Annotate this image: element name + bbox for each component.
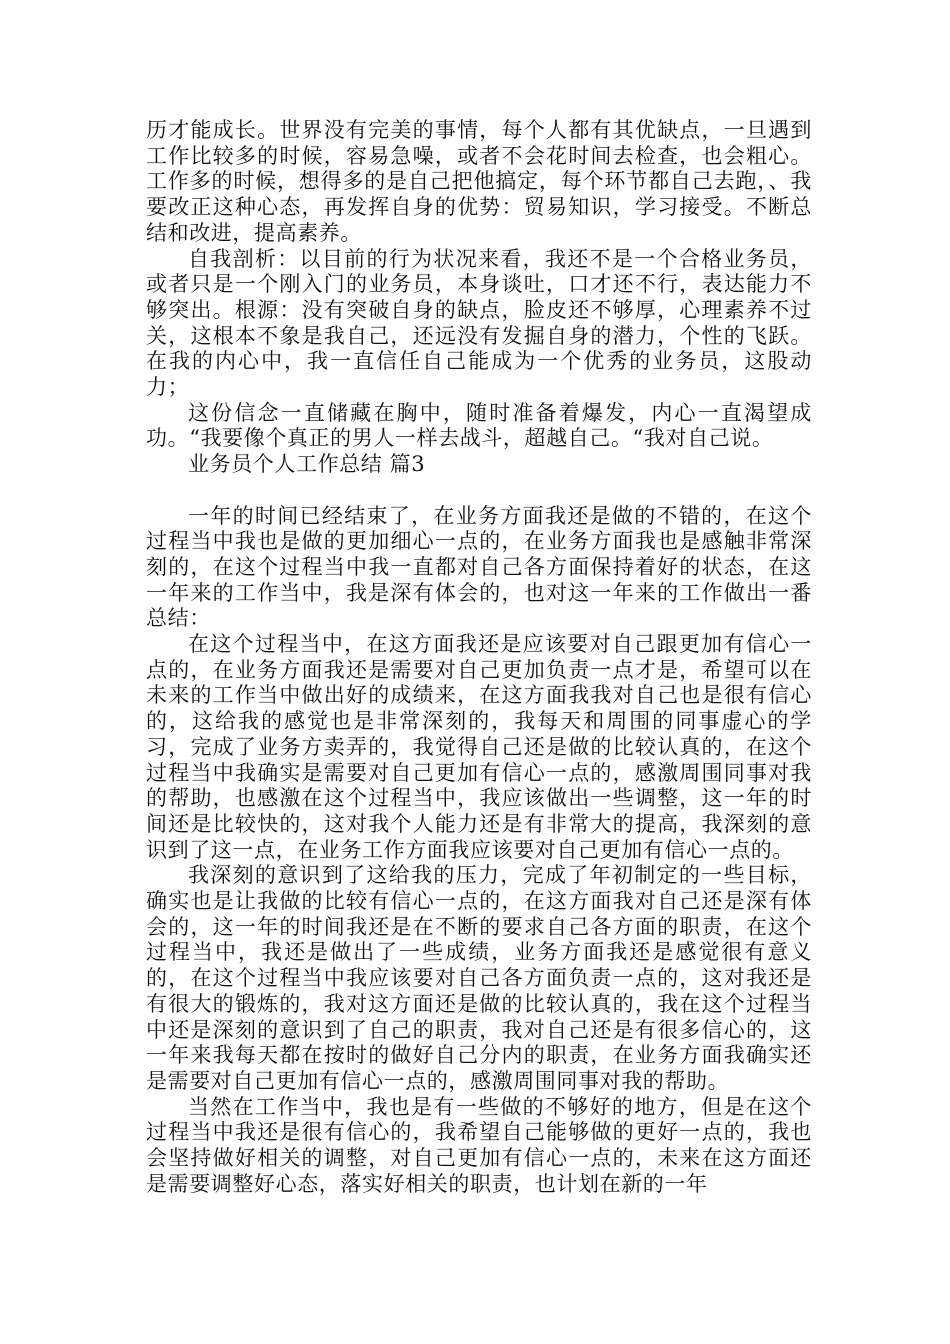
paragraph-confidence: 在这个过程当中，在这方面我还是应该要对自己跟更加有信心一点的，在业务方面我还是需要对自己更加负责一点才是，希望可以在未来的工作当中做出好的成绩来，在这方面我我对自己也是很有信心的，这给我的感觉也是非常深刻的，我每天和周围的同事虚心的学习，完成了业务方卖弄的，我觉得自己还是做的比较认真的，在这个过程当中我确实是需要对自己更加有信心一点的，感激周围同事对我的帮助，也感激在这个过程当中，我应该做出一些调整，这一年的时间还是比较快的，这对我个人能力还是有非常大的提高，我深刻的意识到了这一点，在业务工作方面我应该要对自己更加有信心一点的。 (146, 632, 812, 862)
section-heading: 业务员个人工作总结 篇3 (188, 452, 426, 477)
paragraph-belief: 这份信念一直储藏在胸中，随时准备着爆发，内心一直渴望成功。“我要像个真正的男人一样去战斗，超越自己。“我对自己说。 (146, 400, 812, 451)
paragraph-continuation: 历才能成长。世界没有完美的事情，每个人都有其优缺点，一旦遇到工作比较多的时候，容易急噪，或者不会花时间去检查，也会粗心。工作多的时候，想得多的是自己把他搞定，每个环节都自己去跑，、我要改正这种心态，再发挥自身的优势：贸易知识，学习接受。不断总结和改进，提高素养。 (146, 118, 812, 245)
paragraph-self-analysis: 自我剖析：以目前的行为状况来看，我还不是一个合格业务员，或者只是一个刚入门的业务员，本身谈吐，口才还不行，表达能力不够突出。根源：没有突破自身的缺点，脸皮还不够厚，心理素养不过关，这根本不象是我自己，还远没有发掘自身的潜力，个性的飞跃。在我的内心中，我一直信任自己能成为一个优秀的业务员，这股动力； (146, 246, 812, 400)
paragraph-intro: 一年的时间已经结束了，在业务方面我还是做的不错的，在这个过程当中我也是做的更加细心一点的，在业务方面我也是感触非常深刻的，在这个过程当中我一直都对自己各方面保持着好的状态，在这一年来的工作当中，我是深有体会的，也对这一年来的工作做出一番总结： (146, 503, 812, 631)
document-page (146, 118, 812, 1198)
paragraph-shortcomings: 当然在工作当中，我也是有一些做的不够好的地方，但是在这个过程当中我还是很有信心的，我希望自己能够做的更好一点的，我也会坚持做好相关的调整，对自己更加有信心一点的，未来在这方面还是需要调整好心态，落实好相关的职责，也计划在新的一年 (146, 1094, 812, 1196)
paragraph-pressure: 我深刻的意识到了这给我的压力，完成了年初制定的一些目标，确实也是让我做的比较有信心一点的，在这方面我对自己还是深有体会的，这一年的时间我还是在不断的要求自己各方面的职责，在这个过程当中，我还是做出了一些成绩，业务方面我还是感觉很有意义的，在这个过程当中我应该要对自己各方面负责一点的，这对我还是有很大的锻炼的，我对这方面还是做的比较认真的，我在这个过程当中还是深刻的意识到了自己的职责，我对自己还是有很多信心的，这一年来我每天都在按时的做好自己分内的职责，在业务方面我确实还是需要对自己更加有信心一点的，感激周围同事对我的帮助。 (146, 863, 812, 1093)
blank-line (146, 478, 812, 504)
